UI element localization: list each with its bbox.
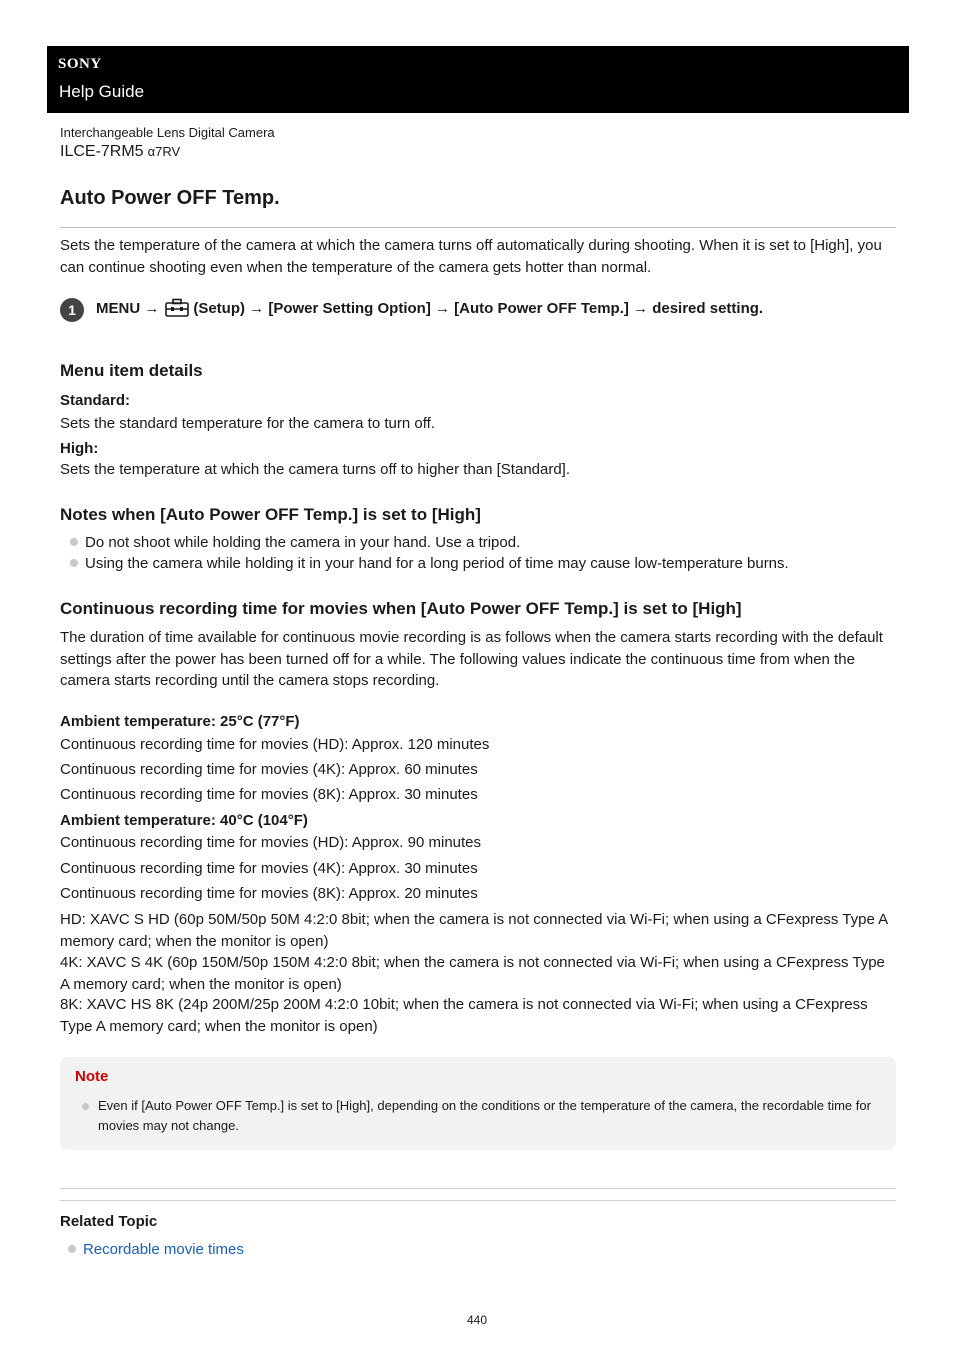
recording-time-line: Continuous recording time for movies (8K): Approx. 30 minutes [60,786,478,803]
bullet-dot-icon [70,559,78,567]
condition-4k: 4K: XAVC S 4K (60p 150M/50p 150M 4:2:0 8bit; when the camera is not connected via Wi-Fi; when using a CFexpress Type A memory card; when the monitor is open) [60,954,885,993]
standard-desc: Sets the standard temperature for the camera to turn off. [60,415,435,432]
product-line: Interchangeable Lens Digital Camera [60,125,275,140]
model-name [60,143,180,161]
related-divider [60,1188,896,1189]
related-divider [60,1200,896,1201]
setup-toolbox-icon [165,298,189,323]
continuous-intro: The duration of time available for continuous movie recording is as follows when the camera starts recording with the default settings after the power has been turned off for a while. The following values indicate the continuous time from when the camera starts recording until the camera stops recording. [60,629,883,689]
notes-bullet-text: Do not shoot while holding the camera in your hand. Use a tripod. [85,534,521,551]
page-title: Auto Power OFF Temp. [60,187,280,209]
step-instruction [96,298,763,323]
notes-high-heading: Notes when [Auto Power OFF Temp.] is set to [High] [60,505,481,524]
step-path-text: (Setup) → [Power Setting Option] → [Auto Power OFF Temp.] → desired setting. [193,300,764,317]
intro-paragraph: Sets the temperature of the camera at which the camera turns off automatically during shooting. When it is set to [High], you can continue shooting even when the temperature of the camera gets hotter than normal. [60,237,882,276]
related-link-item[interactable] [68,1241,244,1258]
recording-time-line: Continuous recording time for movies (4K): Approx. 60 minutes [60,761,478,778]
model-sub: α7RV [147,144,181,159]
step-number-badge: 1 [60,298,84,322]
note-title: Note [75,1068,109,1085]
standard-label: Standard: [60,392,131,409]
notes-bullet-item [70,534,520,551]
step-menu-text: MENU → [96,300,160,317]
page-number: 440 [466,1313,488,1327]
note-box [60,1057,896,1150]
recording-time-line: Continuous recording time for movies (4K): Approx. 30 minutes [60,860,478,877]
recording-time-line: Continuous recording time for movies (8K): Approx. 20 minutes [60,885,478,902]
recording-time-line: Continuous recording time for movies (HD): Approx. 120 minutes [60,736,490,753]
bullet-dot-icon [68,1245,76,1253]
model-number: ILCE-7RM5 [60,143,144,160]
bullet-dot-icon [70,538,78,546]
title-divider [60,227,896,228]
sony-logo: SONY [58,56,102,72]
related-topic-heading: Related Topic [60,1213,158,1230]
continuous-heading: Continuous recording time for movies when [Auto Power OFF Temp.] is set to [High] [60,599,742,618]
bullet-dot-icon [82,1103,89,1110]
ambient-25-label: Ambient temperature: 25°C (77°F) [60,713,300,730]
ambient-40-label: Ambient temperature: 40°C (104°F) [60,812,308,829]
high-desc: Sets the temperature at which the camera turns off to higher than [Standard]. [60,461,571,478]
notes-bullet-item [70,555,789,572]
notes-bullet-text: Using the camera while holding it in your hand for a long period of time may cause low-temperature burns. [85,555,789,572]
condition-hd: HD: XAVC S HD (60p 50M/50p 50M 4:2:0 8bit; when the camera is not connected via Wi-Fi; when using a CFexpress Type A memory card; when the monitor is open) [60,911,888,950]
condition-8k: 8K: XAVC HS 8K (24p 200M/25p 200M 4:2:0 10bit; when the camera is not connected via Wi-Fi; when using a CFexpress Type A memory card; when the monitor is open) [60,996,868,1035]
note-text: Even if [Auto Power OFF Temp.] is set to [High], depending on the conditions or the temperature of the camera, the recordable time for movies may not change. [98,1098,871,1133]
recording-time-line: Continuous recording time for movies (HD): Approx. 90 minutes [60,834,482,851]
high-label: High: [60,440,99,457]
header-bar [47,46,909,113]
help-guide-title: Help Guide [59,82,145,101]
menu-details-heading: Menu item details [60,361,203,380]
related-link-recordable-movie-times[interactable]: Recordable movie times [83,1241,244,1258]
